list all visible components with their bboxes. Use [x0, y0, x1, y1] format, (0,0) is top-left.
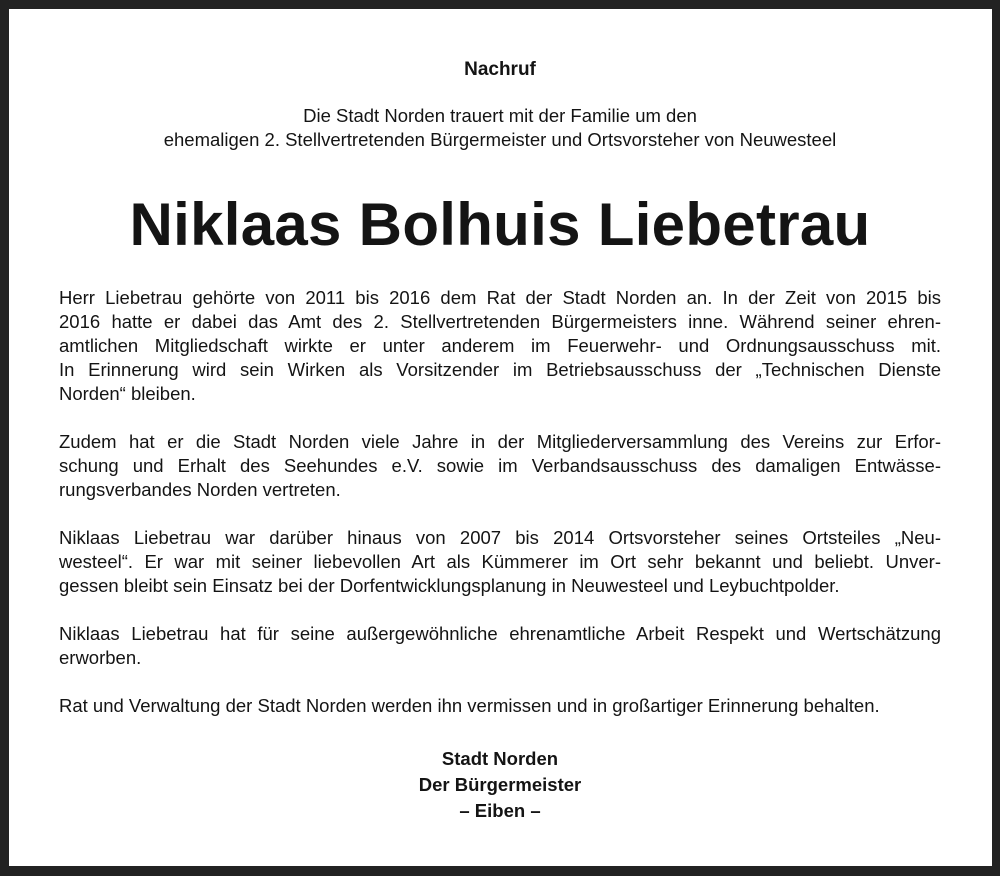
deceased-name: Niklaas Bolhuis Liebetrau — [129, 191, 871, 258]
text-line: Herr Liebetrau gehörte von 2011 bis 2016 dem Rat der Stadt Norden an. In der Zeit von 2015 bis — [59, 287, 941, 308]
paragraph-respect — [59, 622, 941, 670]
text-line: 2016 hatte er dabei das Amt des 2. Stellvertretenden Bürgermeisters inne. Während seiner ehren- — [59, 311, 941, 332]
text-line: Niklaas Liebetrau hat für seine außergewöhnliche ehrenamtliche Arbeit Respekt und Wertschätzung — [59, 623, 941, 644]
signature-name: – Eiben – — [459, 800, 541, 821]
signature-title: Der Bürgermeister — [418, 774, 582, 795]
intro-line: ehemaligen 2. Stellvertretenden Bürgermeister und Ortsvorsteher von Neuwesteel — [163, 129, 837, 150]
text-line: schung und Erhalt des Seehundes e.V. sowie im Verbandsausschuss des damaligen Entwässe- — [59, 455, 941, 476]
intro-text — [0, 104, 1000, 152]
paragraph-closing — [59, 694, 941, 718]
signature-block — [0, 746, 1000, 824]
text-line: Zudem hat er die Stadt Norden viele Jahre in der Mitgliederversammlung des Vereins zur Erfor- — [59, 431, 941, 452]
paragraph-associations — [59, 430, 941, 502]
intro-line: Die Stadt Norden trauert mit der Familie um den — [303, 105, 697, 126]
text-line: gessen bleibt sein Einsatz bei der Dorfentwicklungsplanung in Neuwesteel und Leybuchtpolder. — [59, 575, 840, 596]
text-line: Niklaas Liebetrau war darüber hinaus von 2007 bis 2014 Ortsvorsteher seines Ortsteiles „Neu- — [59, 527, 941, 548]
text-line: rungsverbandes Norden vertreten. — [59, 479, 341, 500]
text-line: amtlichen Mitgliedschaft wirkte er unter anderem im Feuerwehr- und Ordnungsausschuss mit. — [59, 335, 941, 356]
text-line: westeel“. Er war mit seiner liebevollen Art als Kümmerer im Ort sehr bekannt und beliebt. Unver- — [59, 551, 941, 572]
paragraph-local-mayor — [59, 526, 941, 598]
paragraph-council-membership — [59, 286, 941, 406]
notice-body — [59, 286, 941, 718]
signature-city: Stadt Norden — [441, 748, 559, 769]
text-line: In Erinnerung wird sein Wirken als Vorsitzender im Betriebsausschuss der „Technischen Dienste — [59, 359, 941, 380]
text-line: erworben. — [59, 647, 142, 668]
text-line: Rat und Verwaltung der Stadt Norden werden ihn vermissen und in großartiger Erinnerung behalten. — [59, 695, 880, 716]
text-line: Norden“ bleiben. — [59, 383, 196, 404]
notice-heading: Nachruf — [464, 59, 536, 80]
